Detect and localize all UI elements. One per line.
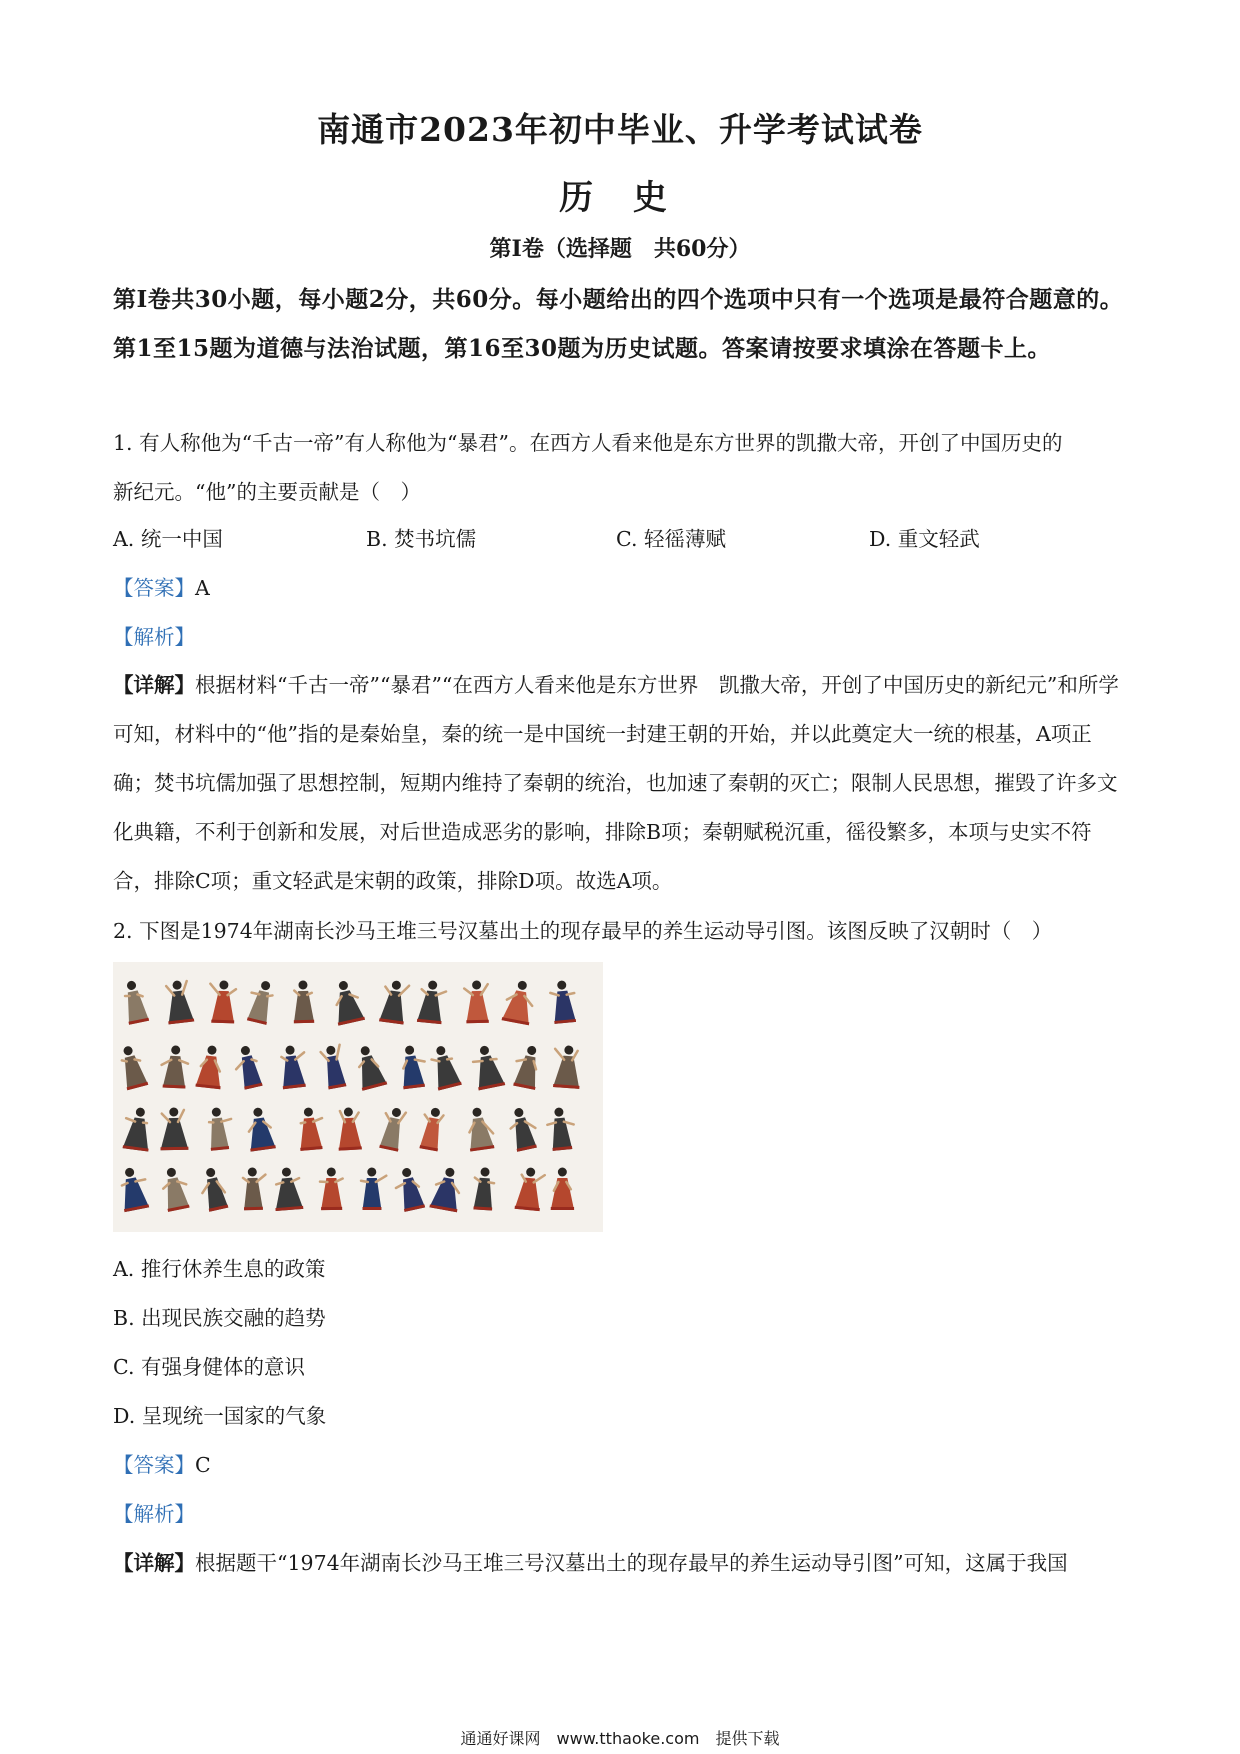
daoyin-figures-illustration <box>113 962 603 1232</box>
q1-detail <box>113 661 1127 906</box>
detail-label: 【详解】 <box>113 1551 195 1575</box>
q1-detail-text: 根据材料“千古一帝”“暴君”“在西方人看来他是东方世界 凯撒大帝，开创了中国历史的新纪元”和所学可知，材料中的“他”指的是秦始皇，秦的统一是中国统一封建王朝的开始，并以此奠定大一统的根基，A项正确；焚书坑儒加强了思想控制，短期内维持了秦朝的统治，也加速了秦朝的灭亡；限制人民思想，摧毁了许多文化典籍，不利于创新和发展，对后世造成恶劣的影响，排除B项；秦朝赋税沉重，徭役繁多，本项与史实不符合，排除C项；重文轻武是宋朝的政策，排除D项。故选A项。 <box>113 673 1119 893</box>
answer-label: 【答案】 <box>113 1453 195 1477</box>
q2-option-d: D. 呈现统一国家的气象 <box>113 1404 327 1428</box>
q1-stem-line1: 1. 有人称他为“千古一帝”有人称他为“暴君”。在西方人看来他是东方世界的凯撒大帝，开创了中国历史的 <box>113 431 1063 455</box>
daoyin-figure-image <box>113 962 603 1232</box>
q2-analysis <box>113 1499 1127 1529</box>
detail-label: 【详解】 <box>113 673 195 697</box>
q1-option-c: C. 轻徭薄赋 <box>616 527 726 551</box>
q1-option-a: A. 统一中国 <box>113 527 223 551</box>
q2-option-c: C. 有强身健体的意识 <box>113 1355 305 1379</box>
q2-detail <box>113 1548 1127 1578</box>
q1-analysis <box>113 622 1127 652</box>
q2-stem: 2. 下图是1974年湖南长沙马王堆三号汉墓出土的现存最早的养生运动导引图。该图反映了汉朝时（ ） <box>113 919 1053 943</box>
q1-option-d: D. 重文轻武 <box>869 527 980 551</box>
q2-answer <box>113 1450 1127 1480</box>
q2-option-a: A. 推行休养生息的政策 <box>113 1257 326 1281</box>
analysis-label: 【解析】 <box>113 1502 195 1526</box>
q2-answer-value: C <box>195 1453 211 1477</box>
q1-stem-line2: 新纪元。“他”的主要贡献是（ ） <box>113 480 421 504</box>
section-title: 第Ⅰ卷（选择题 共60分） <box>489 236 751 262</box>
answer-label: 【答案】 <box>113 576 195 600</box>
subject-title: 历 史 <box>559 178 681 218</box>
q1-option-b: B. 焚书坑儒 <box>366 527 477 551</box>
analysis-label: 【解析】 <box>113 625 195 649</box>
q2-detail-text: 根据题干“1974年湖南长沙马王堆三号汉墓出土的现存最早的养生运动导引图”可知，这属于我国 <box>195 1551 1068 1575</box>
page-footer: 通通好课网 www.tthaoke.com 提供下载 <box>460 1729 780 1748</box>
section-instructions: 第Ⅰ卷共30小题，每小题2分，共60分。每小题给出的四个选项中只有一个选项是最符合题意的。第1至15题为道德与法治试题，第16至30题为历史试题。答案请按要求填涂在答题卡上。 <box>113 286 1124 362</box>
q2-option-b: B. 出现民族交融的趋势 <box>113 1306 326 1330</box>
q1-answer <box>113 573 1127 603</box>
q1-answer-value: A <box>195 576 210 600</box>
exam-title: 南通市2023年初中毕业、升学考试试卷 <box>317 110 923 149</box>
